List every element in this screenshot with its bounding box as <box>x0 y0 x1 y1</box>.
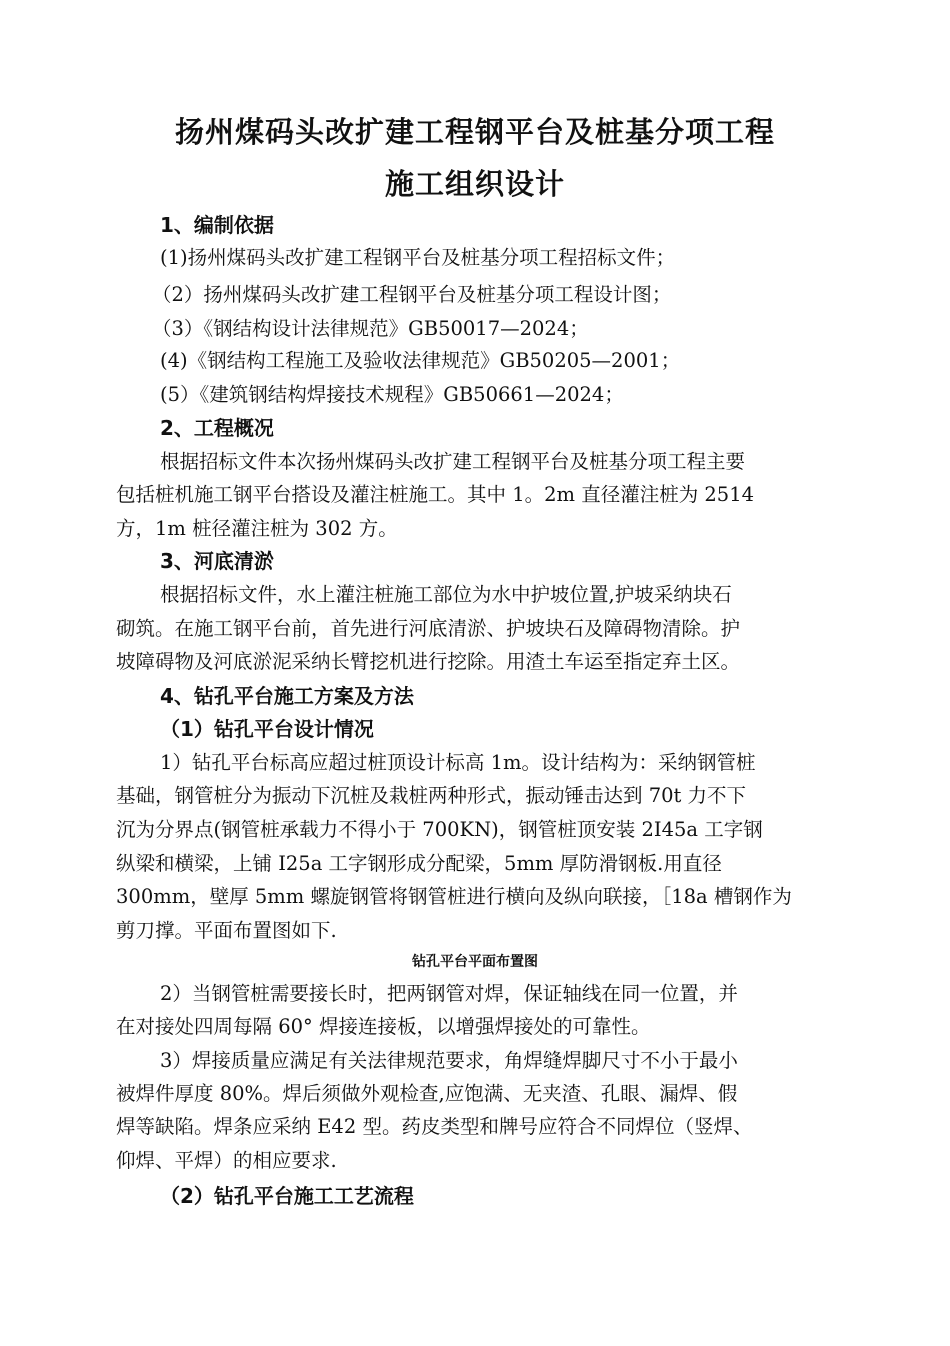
design-para2-line-2: 在对接处四周每隔 60° 焊接连接板，以增强焊接处的可靠性。 <box>116 1015 651 1038</box>
basis-item-2: （2）扬州煤码头改扩建工程钢平台及桩基分项工程设计图； <box>152 283 672 306</box>
dredging-line-1: 根据招标文件，水上灌注桩施工部位为水中护坡位置,护坡采纳块石 <box>160 583 732 606</box>
design-para3-line-3: 焊等缺陷。焊条应采纳 E42 型。药皮类型和牌号应符合不同焊位（竖焊、 <box>116 1115 753 1138</box>
design-para1-line-4: 纵梁和横梁，上铺 I25a 工字钢形成分配梁，5mm 厚防滑钢板.用直径 <box>116 852 722 875</box>
design-para1-line-1: 1）钻孔平台标高应超过桩顶设计标高 1m。设计结构为：采纳钢管桩 <box>160 751 756 774</box>
design-para3-line-4: 仰焊、平焊）的相应要求. <box>116 1149 337 1172</box>
subsection-heading-design: （1）钻孔平台设计情况 <box>160 717 374 741</box>
figure-caption: 钻孔平台平面布置图 <box>412 954 538 970</box>
design-para2-line-1: 2）当钢管桩需要接长时，把两钢管对焊，保证轴线在同一位置，并 <box>160 982 738 1005</box>
dredging-line-2: 砌筑。在施工钢平台前，首先进行河底清淤、护坡块石及障碍物清除。护 <box>116 617 741 640</box>
design-para1-line-6: 剪刀撑。平面布置图如下. <box>116 919 337 942</box>
section-heading-dredging: 3、河底清淤 <box>160 549 274 573</box>
basis-item-5: (5）《建筑钢结构焊接技术规程》GB50661—2024； <box>160 383 624 406</box>
document-title: 扬州煤码头改扩建工程钢平台及桩基分项工程 <box>174 115 775 149</box>
overview-line-2: 包括桩机施工钢平台搭设及灌注桩施工。其中 1。2m 直径灌注桩为 2514 <box>116 483 755 506</box>
subsection-heading-process: （2）钻孔平台施工工艺流程 <box>160 1184 414 1208</box>
overview-line-1: 根据招标文件本次扬州煤码头改扩建工程钢平台及桩基分项工程主要 <box>160 450 746 473</box>
design-para1-line-5: 300mm，壁厚 5mm 螺旋钢管将钢管桩进行横向及纵向联接，［18a 槽钢作为 <box>116 885 792 908</box>
design-para1-line-2: 基础，钢管桩分为振动下沉桩及栽桩两种形式，振动锤击达到 70t 力不下 <box>116 784 747 807</box>
design-para1-line-3: 沉为分界点(钢管桩承载力不得小于 700KN)，钢管桩顶安装 2I45a 工字钢 <box>116 818 763 841</box>
basis-item-1: (1)扬州煤码头改扩建工程钢平台及桩基分项工程招标文件； <box>160 246 676 269</box>
dredging-line-3: 坡障碍物及河底淤泥采纳长臂挖机进行挖除。用渣土车运至指定弃土区。 <box>116 650 741 673</box>
section-heading-overview: 2、工程概况 <box>160 416 274 440</box>
basis-item-3: （3）《钢结构设计法律规范》GB50017—2024； <box>152 317 589 340</box>
section-heading-platform: 4、钻孔平台施工方案及方法 <box>160 684 414 708</box>
document-subtitle: 施工组织设计 <box>384 167 565 201</box>
section-heading-basis: 1、编制依据 <box>160 213 274 237</box>
design-para3-line-2: 被焊件厚度 80%。焊后须做外观检查,应饱满、无夹渣、孔眼、漏焊、假 <box>116 1082 738 1105</box>
overview-line-3: 方，1m 桩径灌注桩为 302 方。 <box>116 517 398 540</box>
design-para3-line-1: 3）焊接质量应满足有关法律规范要求，角焊缝焊脚尺寸不小于最小 <box>160 1049 738 1072</box>
basis-item-4: (4)《钢结构工程施工及验收法律规范》GB50205—2001； <box>160 349 681 372</box>
